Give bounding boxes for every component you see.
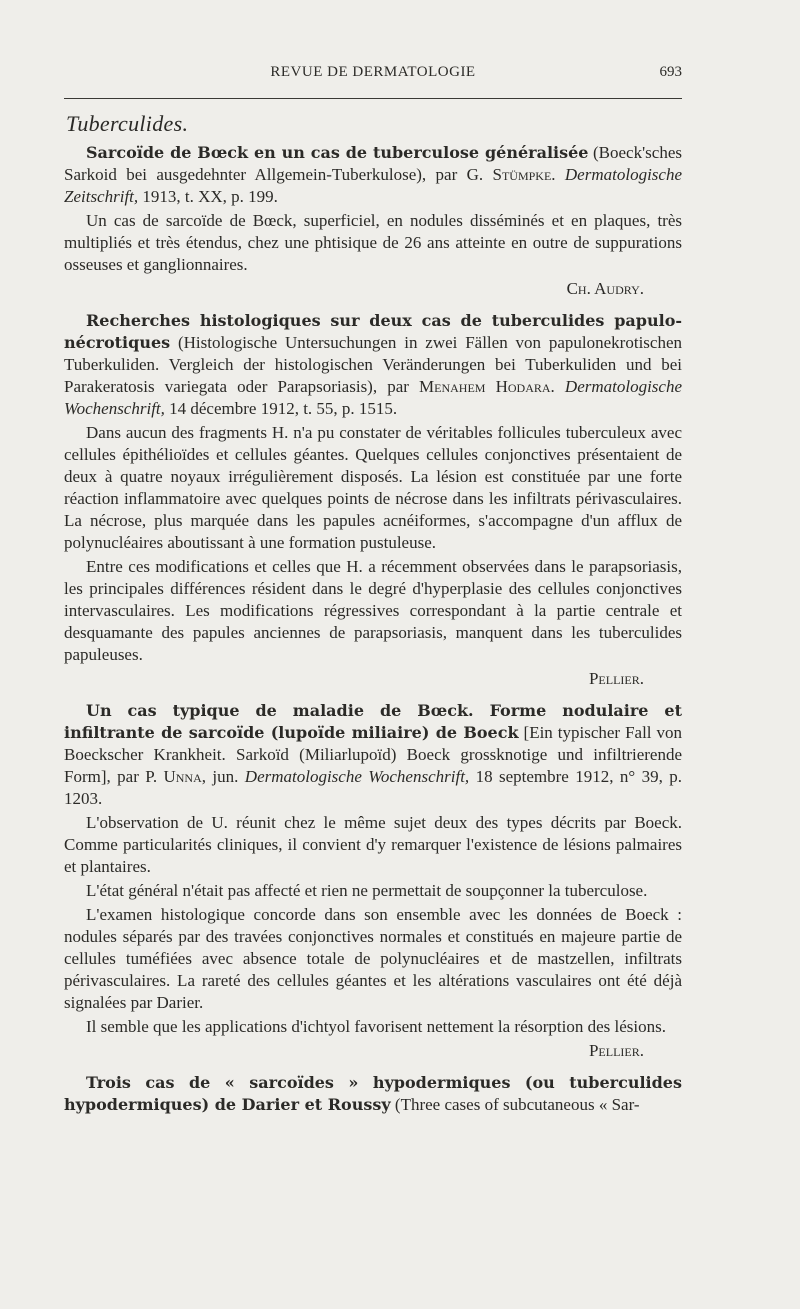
entry-subtitle: (Histologische Untersuchungen in zwei Fällen von papulonekrotischen Tuberkuliden. Vergleich der histologischen Veränderungen bei Tuberkuliden und bei Parakeratosis variegata oder Parapsoriasis), par (64, 333, 682, 396)
entry-title: Un cas typique de maladie de Bœck. Forme nodulaire et infiltrante de sarcoïde (lupoïde miliaire) de Boeck (64, 701, 682, 742)
entry-paragraph: L'état général n'était pas affecté et rien ne permettait de soupçonner la tuberculose. (86, 881, 648, 900)
entry-title: Recherches histologiques sur deux cas de tuberculides papulo-nécrotiques (64, 311, 682, 352)
entry-journal: Dermatologische Wochenschrift, (244, 767, 470, 786)
header-rule (64, 98, 682, 99)
entry-author: Unna (163, 767, 202, 786)
entry-heading (64, 310, 682, 420)
page-number: 693 (659, 64, 682, 80)
abstract-entry (64, 142, 682, 300)
entry-last-paragraph: Il semble que les applications d'ichtyol favorisent nettement la résorption des lésions. (86, 1017, 666, 1036)
entry-heading (64, 1072, 682, 1116)
entry-heading (64, 700, 682, 810)
entry-reference: 1913, t. XX, p. 199. (138, 187, 278, 206)
journal-title: REVUE DE DERMATOLOGIE (270, 64, 476, 80)
section-title: Tuberculides. (66, 111, 189, 136)
entry-signature: Pellier. (588, 669, 644, 688)
entry-paragraph: Entre ces modifications et celles que H. a récemment observées dans le parapsoriasis, les principales différences résident dans le degré d'hyperplasie des cellules conjonctives intervasculaires. Les modifications régressives correspondant à la partie centrale et desquamante des papules anciennes de parapsoriasis, manquent dans les tuberculides papuleuses. (64, 557, 682, 664)
entry-journal: Dermatologische Wochenschrift, (64, 377, 683, 418)
entry-reference: 14 décembre 1912, t. 55, p. 1515. (164, 399, 398, 418)
entry-author: Menahem Hodara (419, 377, 551, 396)
entry-heading (64, 142, 682, 208)
entry-subtitle: (Three cases of subcutaneous « Sar- (390, 1095, 640, 1114)
abstract-entry (64, 1072, 682, 1116)
entry-paragraph (64, 1016, 682, 1038)
entry-paragraph: Dans aucun des fragments H. n'a pu constater de véritables follicules tuberculeux avec cellules épithélioïdes et cellules géantes. Quelques cellules conjonctives présentaient de deux à quatre noyaux irrégulièrement disposés. La lésion est constituée par une forte réaction inflammatoire avec quelques points de nécrose dans les infiltrats périvasculaires. La nécrose, plus marquée dans les papules acnéiformes, s'accompagne d'un afflux de polynucléaires aboutissant à une formation pustuleuse. (64, 423, 682, 552)
running-header (64, 64, 682, 84)
entry-journal: Dermatologische Zeitschrift, (64, 165, 682, 206)
abstract-entry (64, 700, 682, 1062)
entry-signature: Ch. Audry. (566, 279, 644, 298)
entry-paragraph: L'examen histologique concorde dans son ensemble avec les données de Boeck : nodules séparés par des travées conjonctives normales et constitués en majeure partie de cellules tuméfiées avec absence totale de polynucléaires et de mastzellen, infiltrats périvasculaires. La rareté des cellules géantes et les altérations vasculaires ont été déjà signalées par Darier. (64, 905, 682, 1012)
entry-subtitle: [Ein typischer Fall von Boeckscher Krankheit. Sarkoïd (Miliarlupoïd) Boeck grossknotige und infiltrierende Form], par P. (64, 723, 682, 786)
abstract-entry (64, 310, 682, 690)
entry-subtitle: (Boeck'sches Sarkoid bei ausgedehnter Allgemein-Tuberkulose), par G. (64, 143, 682, 184)
entry-paragraph: Un cas de sarcoïde de Bœck, superficiel, en nodules disséminés et en plaques, très multipliés et très étendus, chez une phtisique de 26 ans atteinte en outre de suppurations osseuses et ganglionnaires. (64, 211, 682, 274)
entry-title: Trois cas de « sarcoïdes » hypodermiques (ou tuberculides hypodermiques) de Darier et Roussy (64, 1073, 682, 1114)
entry-signature: Pellier. (588, 1041, 644, 1060)
entry-title: Sarcoïde de Bœck en un cas de tuberculose généralisée (86, 143, 589, 162)
entry-separator: , jun. (201, 767, 245, 786)
entry-reference: 18 septembre 1912, n° 39, p. 1203. (64, 767, 682, 808)
entry-paragraph: L'observation de U. réunit chez le même sujet deux des types décrits par Boeck. Comme particularités cliniques, il convient d'y remarquer l'existence de lésions palmaires et plantaires. (64, 813, 682, 876)
article-body (64, 110, 682, 1126)
entry-separator: . (550, 377, 565, 396)
entry-separator: . (551, 165, 565, 184)
entry-author: Stümpke (492, 165, 552, 184)
